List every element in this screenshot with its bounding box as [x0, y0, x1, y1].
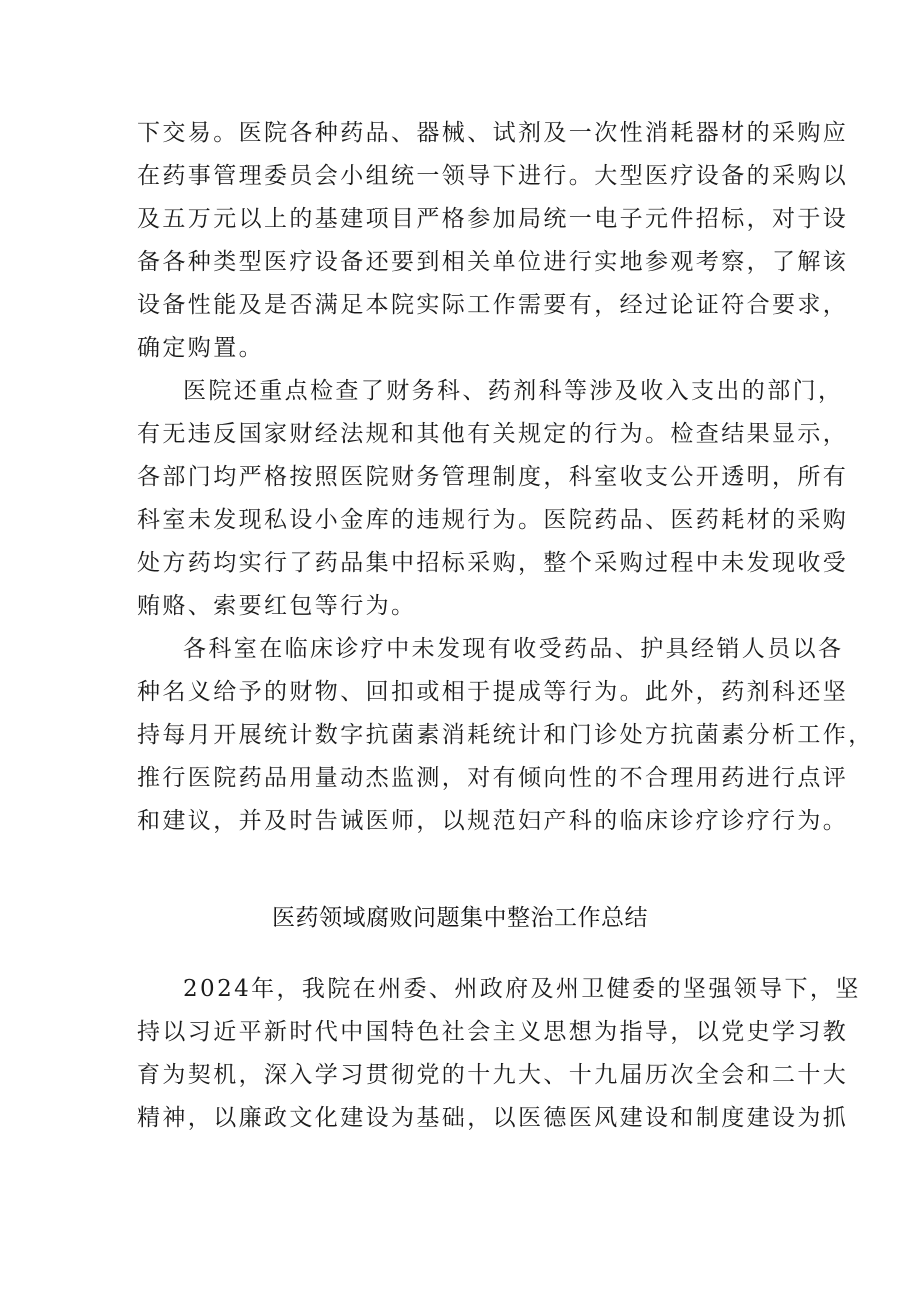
- paragraph-2-line-4: 科室未发现私设小金库的违规行为。医院药品、医药耗材的采购: [137, 507, 849, 533]
- paragraph-2-line-1: 医院还重点检查了财务科、药剂科等涉及收入支出的部门，: [183, 378, 844, 404]
- paragraph-2-line-2: 有无违反国家财经法规和其他有关规定的行为。检查结果显示，: [137, 421, 849, 447]
- paragraph-3-line-1: 各科室在临床诊疗中未发现有收受药品、护具经销人员以各: [183, 636, 844, 662]
- section-paragraph-line-4: 精神，以廉政文化建设为基础，以医德医风建设和制度建设为抓: [137, 1105, 849, 1131]
- paragraph-1-line-1: 下交易。医院各种药品、器械、试剂及一次性消耗器材的采购应: [137, 120, 849, 146]
- paragraph-1-line-6: 确定购置。: [137, 335, 264, 361]
- paragraph-3-line-5: 和建议，并及时告诫医师，以规范妇产科的临床诊疗诊疗行为。: [137, 808, 849, 834]
- paragraph-1-line-4: 备各种类型医疗设备还要到相关单位进行实地参观考察，了解该: [137, 249, 849, 275]
- section-paragraph-line-2: 持以习近平新时代中国特色社会主义思想为指导，以党史学习教: [137, 1019, 849, 1045]
- paragraph-1-line-5: 设备性能及是否满足本院实际工作需要有，经过论证符合要求，: [137, 292, 849, 318]
- paragraph-2-line-3: 各部门均严格按照医院财务管理制度，科室收支公开透明，所有: [137, 464, 849, 490]
- paragraph-1-line-3: 及五万元以上的基建项目严格参加局统一电子元件招标，对于设: [137, 206, 849, 232]
- paragraph-2-line-6: 贿赂、索要红包等行为。: [137, 593, 417, 619]
- paragraph-3-line-4: 推行医院药品用量动杰监测，对有倾向性的不合理用药进行点评: [137, 765, 849, 791]
- paragraph-3-line-2: 种名义给予的财物、回扣或相于提成等行为。此外，药剂科还坚: [137, 679, 849, 705]
- section-paragraph-line-3: 育为契机，深入学习贯彻党的十九大、十九届历次全会和二十大: [137, 1062, 849, 1088]
- section-paragraph-line-1: 2024年，我院在州委、州政府及州卫健委的坚强领导下，坚: [183, 976, 861, 1002]
- section-title: 医药领域腐败问题集中整治工作总结: [272, 905, 648, 931]
- paragraph-1-line-2: 在药事管理委员会小组统一领导下进行。大型医疗设备的采购以: [137, 163, 849, 189]
- paragraph-2-line-5: 处方药均实行了药品集中招标采购，整个采购过程中未发现收受: [137, 550, 849, 576]
- paragraph-3-line-3: 持每月开展统计数字抗菌素消耗统计和门诊处方抗菌素分析工作，: [137, 722, 874, 748]
